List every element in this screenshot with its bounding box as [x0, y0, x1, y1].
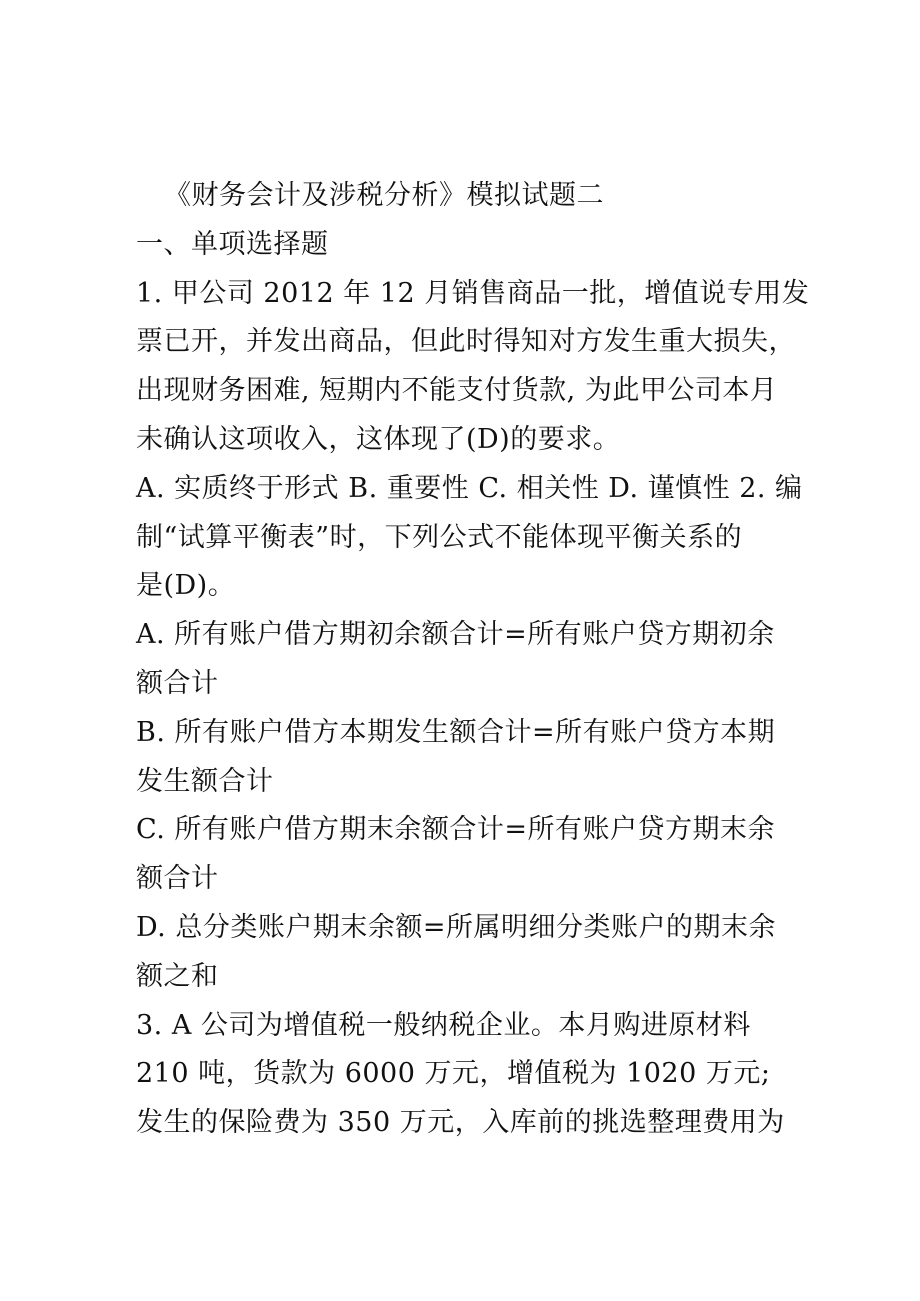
question-3-line-2: 210 吨，货款为 6000 万元，增值税为 1020 万元; [136, 1058, 771, 1090]
question-2-option-b-line-2: 发生额合计 [136, 765, 274, 797]
question-1-line-4: 未确认这项收入，这体现了(D)的要求。 [136, 423, 621, 455]
question-3-line-3: 发生的保险费为 350 万元，入库前的挑选整理费用为 [136, 1107, 785, 1139]
question-2-option-c-line-1: C. 所有账户借方期末余额合计=所有账户贷方期末余 [136, 814, 775, 846]
question-2-option-a-line-2: 额合计 [136, 667, 219, 699]
question-2-line-3: 是(D)。 [136, 570, 236, 602]
question-1-options-and-question-2-start: A. 实质终于形式 B. 重要性 C. 相关性 D. 谨慎性 2. 编 [136, 472, 803, 504]
question-1-line-2: 票已开，并发出商品，但此时得知对方发生重大损失， [136, 326, 796, 358]
document-body [136, 172, 810, 1148]
section-heading: 一、单项选择题 [136, 228, 329, 260]
question-2-option-d-line-2: 额之和 [136, 960, 219, 992]
question-2-line-2: 制“试算平衡表”时，下列公式不能体现平衡关系的 [136, 521, 743, 553]
question-2-option-c-line-2: 额合计 [136, 863, 219, 895]
question-1-line-1: 1. 甲公司 2012 年 12 月销售商品一批，增值说专用发 [136, 277, 810, 309]
question-2-option-b-line-1: B. 所有账户借方本期发生额合计=所有账户贷方本期 [136, 716, 776, 748]
question-1-line-3: 出现财务困难, 短期内不能支付货款, 为此甲公司本月 [136, 375, 778, 407]
question-2-option-a-line-1: A. 所有账户借方期初余额合计=所有账户贷方期初余 [136, 619, 775, 651]
document-title: 《财务会计及涉税分析》模拟试题二 [164, 180, 604, 211]
question-3-line-1: 3. A 公司为增值税一般纳税企业。本月购进原材料 [136, 1009, 751, 1041]
question-2-option-d-line-1: D. 总分类账户期末余额=所属明细分类账户的期末余 [136, 911, 776, 943]
